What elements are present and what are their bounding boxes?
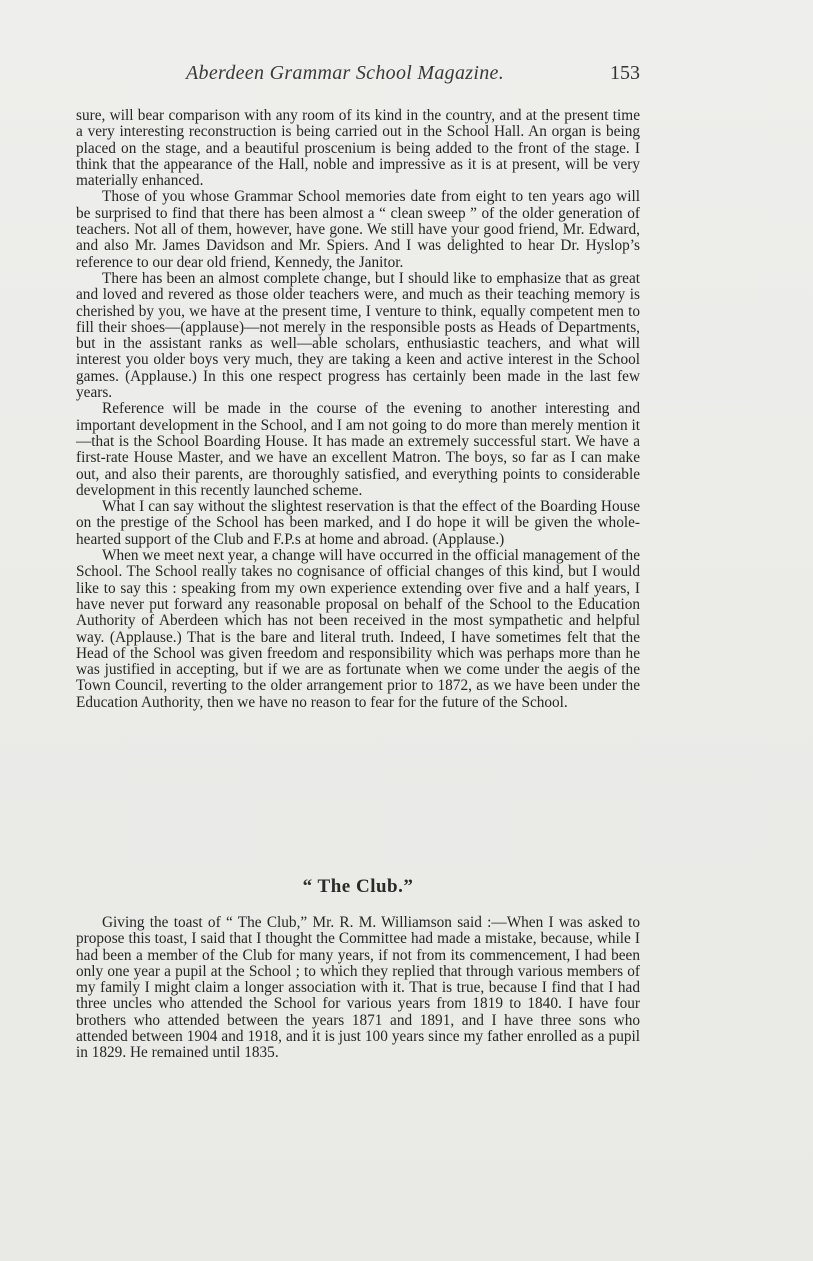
paragraph: Those of you whose Grammar School memories date from eight to ten years ago will be surprised to find that there has been almost a “ clean sweep ” of the older generation of teachers. Not all of them, however, have gone. We still have your good friend, Mr. Edward, and also Mr. James Davidson and Mr. Spiers. And I was delighted to hear Dr. Hyslop’s reference to our dear old friend, Kennedy, the Janitor.: [76, 188, 640, 271]
running-title: Aberdeen Grammar School Magazine.: [186, 62, 504, 84]
paragraph: Giving the toast of “ The Club,” Mr. R. M. Williamson said :—When I was asked to propose this toast, I said that I thought the Committee had made a mistake, because, while I had been a member of the Club for many years, if not from its commencement, I had been only one year a pupil at the School ; to which they replied that through various members of my family I might claim a longer association with it. That is true, because I find that I had three uncles who attended the School for various years from 1819 to 1840. I have four brothers who attended between the years 1871 and 1891, and I have three sons who attended between 1904 and 1918, and it is just 100 years since my father enrolled as a pupil in 1829. He remained until 1835.: [76, 914, 640, 1062]
paragraph: What I can say without the slightest reservation is that the effect of the Boarding House on the prestige of the School has been marked, and I do hope it will be given the whole-hearted support of the Club and F.P.s at home and abroad. (Applause.): [76, 498, 640, 548]
paragraph: When we meet next year, a change will have occurred in the official management of the School. The School really takes no cognisance of official changes of this kind, but I would like to say this : speaking from my own experience extending over five and a half years, I have never put forward any reasonable proposal on behalf of the School to the Education Authority of Aberdeen which has not been received in the most sympathetic and helpful way. (Applause.) That is the bare and literal truth. Indeed, I have sometimes felt that the Head of the School was given freedom and responsibility which was perhaps more than he was justified in accepting, but if we are as fortunate when we come under the aegis of the Town Council, reverting to the older arrangement prior to 1872, as we have been under the Education Authority, then we have no reason to fear for the future of the School.: [76, 547, 640, 711]
section-body: [76, 915, 640, 1062]
running-head: [76, 62, 640, 92]
section-heading: “ The Club.”: [302, 876, 414, 897]
article-body: [76, 108, 640, 711]
paragraph: There has been an almost complete change, but I should like to emphasize that as great and loved and revered as those older teachers were, and much as their teaching memory is cherished by you, we have at the present time, I venture to think, equally competent men to fill their shoes—(applause)—not merely in the responsible posts as Heads of Departments, but in the assistant ranks as well—able scholars, enthusiastic teachers, and what will interest you older boys very much, they are taking a keen and active interest in the School games. (Applause.) In this one respect progress has certainly been made in the last few years.: [76, 269, 640, 402]
page-number: 153: [610, 62, 640, 84]
paragraph: sure, will bear comparison with any room of its kind in the country, and at the present time a very interesting reconstruction is being carried out in the School Hall. An organ is being placed on the stage, and a beautiful proscenium is being added to the front of the stage. I think that the appearance of the Hall, noble and impressive as it is at present, will be very materially enhanced.: [76, 107, 640, 190]
paragraph: Reference will be made in the course of the evening to another interesting and important development in the School, and I am not going to do more than merely mention it—that is the School Boarding House. It has made an extremely successful start. We have a first-rate House Master, and we have an excellent Matron. The boys, so far as I can make out, and also their parents, are thoroughly satisfied, and everything points to considerable development in this recently launched scheme.: [76, 400, 640, 499]
